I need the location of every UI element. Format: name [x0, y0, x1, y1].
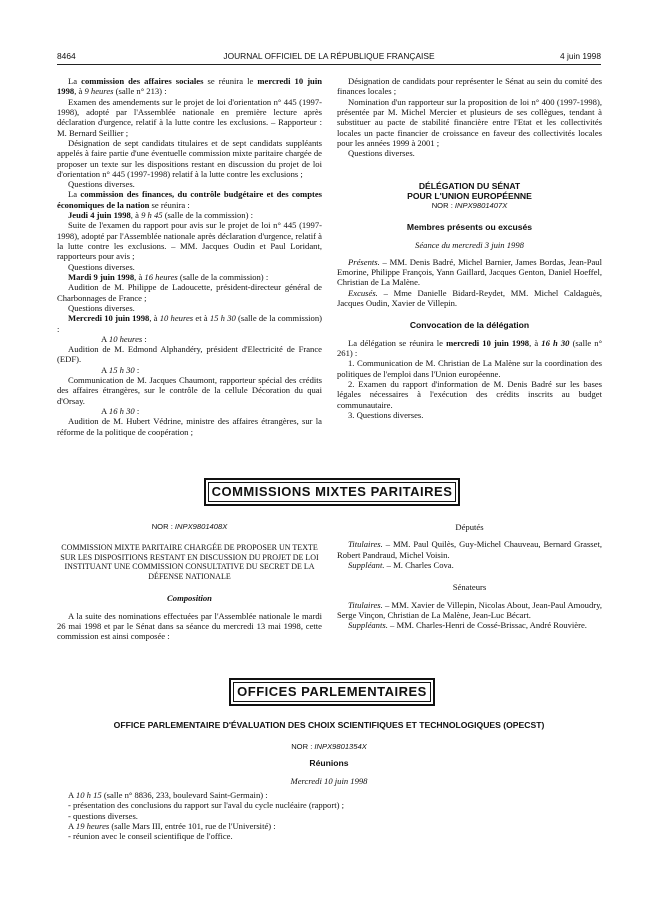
offices-section: [57, 720, 601, 842]
text-run: 16 h 30: [108, 406, 135, 416]
text-run: , à: [134, 271, 145, 282]
reunion-line: - réunion avec le conseil scientifique de l'office.: [68, 831, 233, 842]
text-run: mercredi 10 juin 1998: [57, 76, 323, 97]
nor-reference: [337, 201, 602, 210]
senateurs-title: Sénateurs: [452, 582, 487, 593]
text-run: se réunira :: [149, 199, 190, 210]
convocation-title: Convocation de la délégation: [409, 320, 530, 331]
agenda-item: 2. Examen du rapport d'information de M. Denis Badré sur les bases légales nécessaires à l'exécution des crédits inscrits au budget communautaire.: [337, 378, 602, 410]
text-run: La: [68, 189, 81, 200]
paragraph: [57, 313, 322, 334]
page-number: 8464: [57, 51, 76, 61]
text-run: (salle n° 261) :: [337, 337, 603, 359]
reunions-title: Réunions: [309, 758, 349, 769]
text-run: La délégation se réunira le: [348, 337, 447, 348]
titulaires-list: – MM. Xavier de Villepin, Nicolas About, Jean-Paul Amoudry, Serge Vinçon, Christian de La Malène, Jean-Luc Bécart.: [337, 599, 602, 620]
agenda-item: 1. Communication de M. Christian de La Malène sur la coordination des politiques de l'emploi dans l'Union européenne.: [337, 358, 602, 379]
text-run: :: [142, 333, 147, 344]
agenda-item: 3. Questions diverses.: [348, 409, 424, 420]
excuses-list: – Mme Danielle Bidard-Reydet, MM. Michel Caldaguès, Jacques Oudin, Xavier de Villepin.: [337, 287, 602, 309]
text-run: se réunira le: [203, 76, 258, 86]
text-run: 10 heures: [159, 313, 194, 324]
text-run: (salle n° 213) :: [113, 86, 167, 97]
excuses: [337, 288, 602, 309]
text-run: A: [101, 364, 109, 375]
section-box-cmp: [204, 478, 460, 506]
text-run: 19 heures: [75, 820, 110, 831]
text-run: A: [68, 820, 76, 831]
nor-reference: [57, 742, 601, 751]
paragraph: Questions diverses.: [68, 261, 135, 272]
text-run: et à: [193, 313, 210, 324]
reunion-line: - présentation des conclusions du rapport sur l'aval du cycle nucléaire (rapport) ;: [68, 800, 344, 811]
paragraph: Examen des amendements sur le projet de loi d'orientation n° 445 (1997-1998), adopté par l'Assemblée nationale en première lecture après déclaration d'urgence, relatif à la lutte contre les exclusions. – Rapporteur : M. Bernard Seillier ;: [57, 96, 322, 138]
journal-title: JOURNAL OFFICIEL DE LA RÉPUBLIQUE FRANÇAISE: [223, 51, 435, 61]
cmp-left-column: [57, 522, 322, 642]
delegation-title-line: DÉLÉGATION DU SÉNAT: [418, 180, 521, 191]
paragraph: [57, 210, 322, 220]
paragraph: Désignation de sept candidats titulaires et de sept candidats suppléants appelés à faire partie d'une éventuelle commission mixte paritaire chargée de proposer un texte sur les dispositions restant en discussion du projet de loi d'orientation n° 445 (1997-1998) relatif à la lutte contre les exclusions ;: [57, 137, 322, 179]
nor-code: INPX9801408X: [174, 522, 228, 531]
header-rule: [57, 64, 601, 65]
text-run: La: [68, 76, 82, 86]
paragraph: A la suite des nominations effectuées par l'Assemblée nationale le mardi 26 mai 1998 et par le Sénat dans sa séance du mercredi 13 mai 1998, cette commission est ainsi composée :: [57, 610, 322, 642]
paragraph: [57, 76, 322, 97]
right-column: [337, 76, 602, 420]
reunion-line: - questions diverses.: [68, 810, 138, 821]
section-title: COMMISSIONS MIXTES PARITAIRES: [211, 484, 453, 499]
text-run: :: [134, 406, 140, 416]
paragraph: [57, 365, 322, 375]
nor-label: NOR :: [291, 742, 315, 752]
text-run: (salle de la commission) :: [162, 210, 253, 221]
nor-reference: [57, 522, 322, 531]
suppleants-label: Suppléants.: [348, 620, 388, 631]
presents-label: Présents.: [348, 256, 380, 267]
members-title: Membres présents ou excusés: [406, 222, 533, 233]
text-run: 9 h 45: [141, 210, 163, 221]
suppleants-list: – MM. Charles-Henri de Cossé-Brissac, André Rouvière.: [387, 620, 587, 631]
text-run: (salle Mars III, entrée 101, rue de l'Université) :: [109, 820, 276, 831]
text-run: 15 h 30: [108, 364, 135, 375]
paragraph: Communication de M. Jacques Chaumont, rapporteur spécial des crédits des affaires étrangères, sur le contrôle de la cellule Décoration du quai d'Orsay.: [57, 375, 322, 406]
presents: [337, 257, 602, 288]
text-run: , à: [130, 210, 142, 221]
composition-title: Composition: [167, 593, 212, 604]
suppleant-list: – M. Charles Cova.: [384, 559, 454, 570]
paragraph: [57, 334, 322, 344]
presents-list: – MM. Denis Badré, Michel Barnier, James Bordas, Jean-Paul Emorine, Philippe François, Yann Gaillard, Jacques Genton, Daniel Hoeffel, Christian de La Malène.: [337, 256, 602, 288]
senateurs-suppleants: [337, 620, 602, 630]
text-run: commission des affaires sociales: [81, 76, 204, 86]
deputes-title: Députés: [455, 522, 484, 532]
delegation-title-line: POUR L'UNION EUROPÉENNE: [407, 190, 532, 201]
section-box-offices: [229, 678, 435, 706]
paragraph: Questions diverses.: [68, 179, 135, 190]
text-run: , à: [529, 337, 542, 348]
cmp-right-column: [337, 522, 602, 631]
text-run: (salle de la commission) :: [57, 313, 323, 334]
delegation-title: [337, 181, 602, 202]
text-run: 16 h 30: [541, 337, 570, 348]
nor-code: INPX9801407X: [454, 201, 508, 211]
paragraph: Suite de l'examen du rapport pour avis sur le projet de loi n° 445 (1997-1998), adopté par l'Assemblée nationale après déclaration d'urgence, relatif à la lutte contre les exclusions. – MM. Jacques Oudin et Paul Loridant, rapporteurs pour avis ;: [57, 220, 322, 262]
left-column: [57, 76, 322, 437]
text-run: :: [134, 364, 140, 375]
text-run: 10 heures: [108, 333, 143, 344]
excuses-label: Excusés.: [348, 287, 378, 298]
text-run: Mardi 9 juin 1998: [68, 271, 135, 282]
paragraph: [57, 272, 322, 282]
paragraph: Audition de M. Philippe de Ladoucette, président-directeur général de Charbonnages de France ;: [57, 282, 322, 303]
text-run: A: [68, 790, 76, 801]
text-run: 15 h 30: [209, 313, 236, 324]
text-run: A: [101, 406, 109, 416]
suppleant-label: Suppléant.: [348, 559, 385, 570]
nor-label: NOR :: [431, 201, 455, 211]
paragraph: Questions diverses.: [68, 302, 135, 313]
issue-date: 4 juin 1998: [560, 51, 601, 61]
reunion-date: Mercredi 10 juin 1998: [290, 775, 368, 786]
titulaires-label: Titulaires.: [348, 599, 383, 610]
nor-label: NOR :: [151, 522, 175, 531]
paragraph: [337, 338, 602, 359]
titulaires-list: – MM. Paul Quilès, Guy-Michel Chauveau, Bernard Grasset, Robert Pandraud, Michel Voisin.: [337, 539, 602, 560]
titulaires-label: Titulaires.: [348, 539, 383, 550]
text-run: (salle de la commission) :: [177, 271, 269, 282]
session-date: Séance du mercredi 3 juin 1998: [415, 239, 524, 250]
text-run: Jeudi 4 juin 1998: [68, 210, 131, 221]
text-run: mercredi 10 juin 1998: [446, 337, 530, 348]
paragraph: [57, 189, 322, 210]
nor-code: INPX9801354X: [314, 742, 367, 752]
text-run: 10 h 15: [75, 790, 102, 801]
text-run: (salle n° 8836, 233, boulevard Saint-Germain) :: [101, 790, 268, 801]
paragraph: Audition de M. Edmond Alphandéry, président d'Electricité de France (EDF).: [57, 344, 322, 365]
deputes-titulaires: [337, 539, 602, 560]
text-run: 9 heures: [84, 86, 114, 97]
reunion-line: [57, 821, 601, 831]
paragraph: Désignation de candidats pour représenter le Sénat au sein du comité des finances locales ;: [337, 76, 602, 97]
section-title: OFFICES PARLEMENTAIRES: [237, 684, 427, 699]
text-run: 16 heures: [144, 271, 178, 282]
text-run: Mercredi 10 juin 1998: [68, 313, 150, 324]
text-run: commission des finances, du contrôle budgétaire et des comptes économiques de la nation: [57, 189, 322, 210]
text-run: , à: [149, 313, 160, 324]
paragraph: [57, 406, 322, 416]
opecst-title: OFFICE PARLEMENTAIRE D'ÉVALUATION DES CHOIX SCIENTIFIQUES ET TECHNOLOGIQUES (OPECST): [113, 720, 545, 730]
text-run: A: [101, 333, 109, 344]
reunion-line: [57, 790, 601, 800]
paragraph: Questions diverses.: [348, 148, 415, 159]
text-run: , à: [74, 86, 85, 97]
cmp-heading: COMMISSION MIXTE PARITAIRE CHARGÉE DE PROPOSER UN TEXTE SUR LES DISPOSITIONS RESTANT EN DISCUSSION DU PROJET DE LOI INSTITUANT UNE COMMISSION CONSULTATIVE DU SECRET DE LA DÉFENSE NATIONALE: [60, 543, 319, 581]
senateurs-titulaires: [337, 600, 602, 621]
paragraph: Audition de M. Hubert Védrine, ministre des affaires étrangères, sur la réforme de la politique de coopération ;: [57, 416, 322, 437]
paragraph: Nomination d'un rapporteur sur la proposition de loi n° 400 (1997-1998), présentée par M. Michel Mercier et plusieurs de ses collègues, tendant à substituer au pacte de stabilité financière entre l'Etat et les collectivités locales un pacte financier de croissance en faveur des collectivités locales pour les années 1999 à 2001 ;: [337, 96, 602, 148]
deputes-suppleant: [337, 560, 602, 570]
